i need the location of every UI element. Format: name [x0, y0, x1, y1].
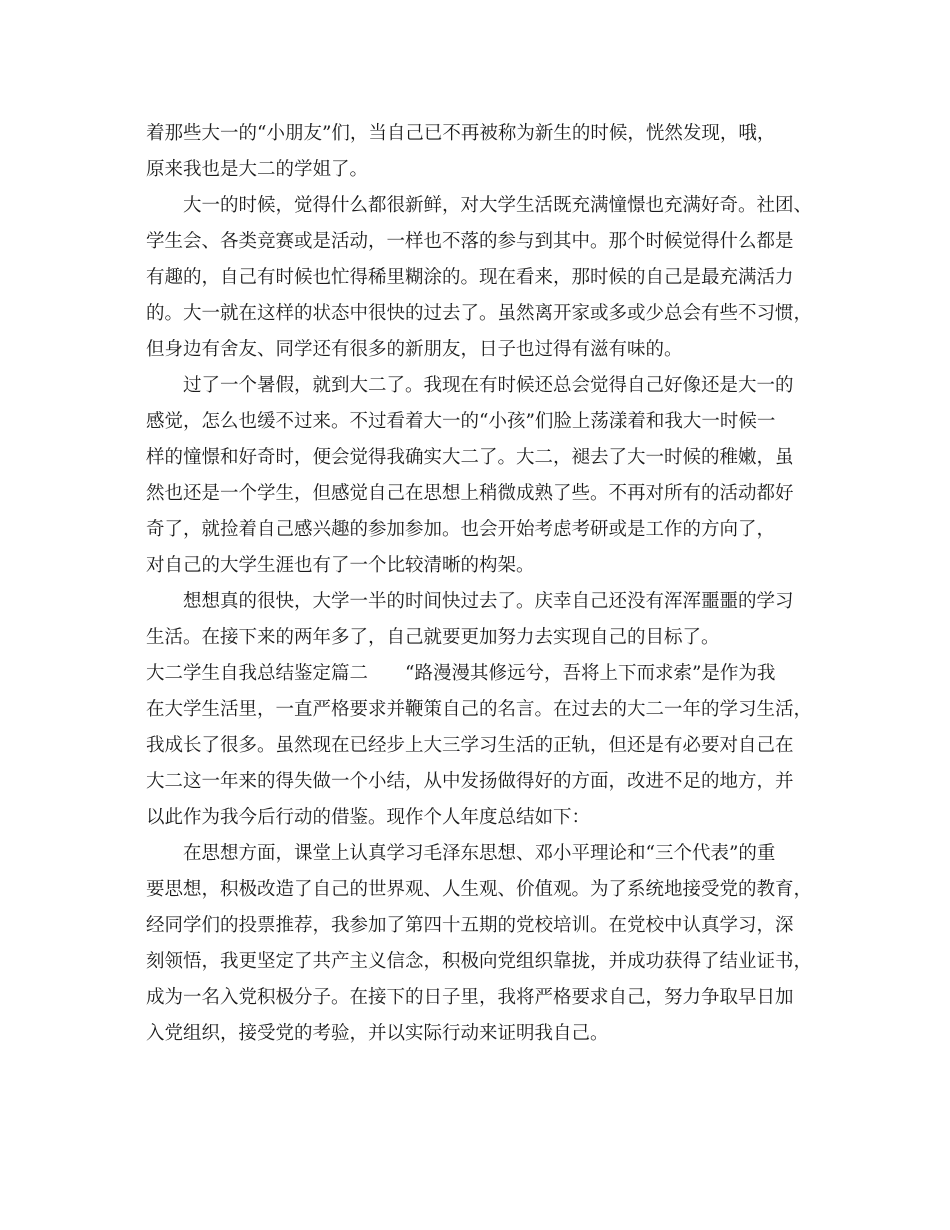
- paragraph-line: 入党组织，接受党的考验，并以实际行动来证明我自己。: [146, 1023, 609, 1044]
- paragraph-line: 以此作为我今后行动的借鉴。现作个人年度总结如下：: [146, 807, 591, 828]
- paragraph-line: 对自己的大学生涯也有了一个比较清晰的构架。: [146, 555, 535, 576]
- paragraph-line: 我成长了很多。虽然现在已经步上大三学习生活的正轨，但还是有必要对自己在: [146, 735, 794, 756]
- paragraph-line: 但身边有舍友、同学还有很多的新朋友，日子也过得有滋有味的。: [146, 339, 683, 360]
- paragraph-line: 要思想，积极改造了自己的世界观、人生观、价值观。为了系统地接受党的教育，: [146, 879, 813, 900]
- paragraph-line: 生活。在接下来的两年多了，自己就要更加努力去实现自己的目标了。: [146, 627, 720, 648]
- paragraph-2: [146, 188, 816, 368]
- paragraph-line: 学生会、各类竞赛或是活动，一样也不落的参与到其中。那个时候觉得什么都是: [146, 231, 794, 252]
- paragraph-line: 原来我也是大二的学姐了。: [146, 159, 369, 180]
- paragraph-1: [146, 116, 816, 188]
- paragraph-line: 经同学们的投票推荐，我参加了第四十五期的党校培训。在党校中认真学习，深: [146, 915, 794, 936]
- paragraph-line: 的。大一就在这样的状态中很快的过去了。虽然离开家或多或少总会有些不习惯，: [146, 303, 813, 324]
- paragraph-6: [146, 836, 816, 1052]
- paragraph-line: 大二学生自我总结鉴定篇二 “路漫漫其修远兮，吾将上下而求索”是作为我: [146, 663, 776, 684]
- paragraph-5-section-heading: [146, 656, 816, 836]
- paragraph-line: 奇了，就捡着自己感兴趣的参加参加。也会开始考虑考研或是工作的方向了，: [146, 519, 776, 540]
- paragraph-line: 在思想方面，课堂上认真学习毛泽东思想、邓小平理论和“三个代表”的重: [183, 843, 776, 864]
- paragraph-4: [146, 584, 816, 656]
- paragraph-line: 有趣的，自己有时候也忙得稀里糊涂的。现在看来，那时候的自己是最充满活力: [146, 267, 794, 288]
- paragraph-line: 过了一个暑假，就到大二了。我现在有时候还总会觉得自己好像还是大一的: [183, 375, 794, 396]
- paragraph-line: 成为一名入党积极分子。在接下的日子里，我将严格要求自己，努力争取早日加: [146, 987, 794, 1008]
- paragraph-line: 在大学生活里，一直严格要求并鞭策自己的名言。在过去的大二一年的学习生活，: [146, 699, 813, 720]
- paragraph-line: 大一的时候，觉得什么都很新鲜，对大学生活既充满憧憬也充满好奇。社团、: [183, 195, 813, 216]
- paragraph-line: 样的憧憬和好奇时，便会觉得我确实大二了。大二，褪去了大一时候的稚嫩，虽: [146, 447, 794, 468]
- paragraph-line: 想想真的很快，大学一半的时间快过去了。庆幸自己还没有浑浑噩噩的学习: [183, 591, 794, 612]
- paragraph-line: 着那些大一的“小朋友”们，当自己已不再被称为新生的时候，恍然发现，哦，: [146, 123, 776, 144]
- paragraph-line: 大二这一年来的得失做一个小结，从中发扬做得好的方面，改进不足的地方，并: [146, 771, 794, 792]
- paragraph-line: 刻领悟，我更坚定了共产主义信念，积极向党组织靠拢，并成功获得了结业证书，: [146, 951, 813, 972]
- paragraph-line: 然也还是一个学生，但感觉自己在思想上稍微成熟了些。不再对所有的活动都好: [146, 483, 794, 504]
- paragraph-line: 感觉，怎么也缓不过来。不过看着大一的“小孩”们脸上荡漾着和我大一时候一: [146, 411, 776, 432]
- document-body: [146, 116, 816, 1052]
- paragraph-3: [146, 368, 816, 584]
